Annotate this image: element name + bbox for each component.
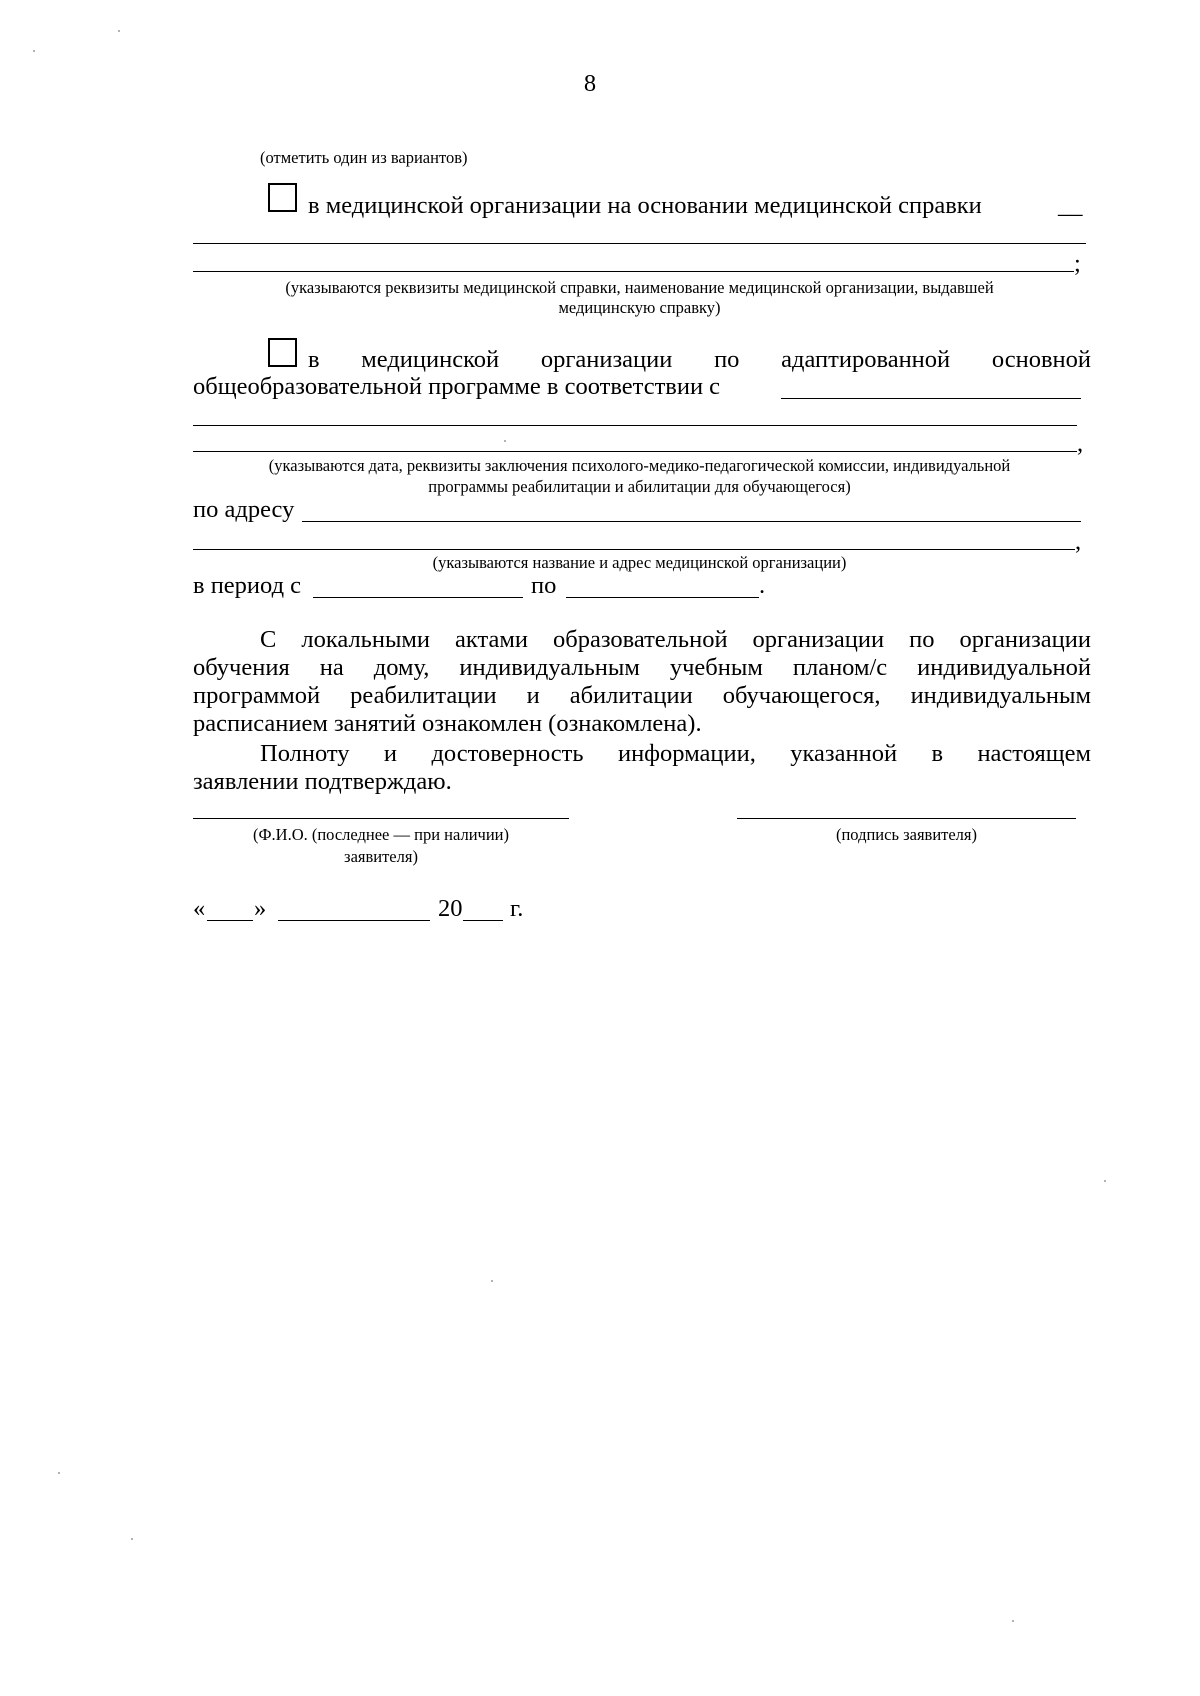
option2-note-line2: программы реабилитации и абилитации для обучающегося)	[428, 477, 851, 496]
scan-speck	[1104, 1180, 1106, 1182]
paragraph1-line: С локальными актами образовательной организации по организации	[260, 626, 1091, 653]
option2-fill-line-0[interactable]	[781, 398, 1081, 399]
signature-field[interactable]	[737, 818, 1076, 819]
option1-fill-line-1[interactable]	[193, 243, 1086, 244]
page-number: 8	[583, 70, 597, 97]
option2-word: медицинской	[361, 346, 500, 373]
address-fill-line-2[interactable]	[193, 549, 1075, 550]
option1-note-line1: (указываются реквизиты медицинской справки, наименование медицинской организации, выдавшей	[285, 278, 994, 297]
date-close-quote: »	[254, 895, 267, 922]
option2-word: основной	[991, 346, 1091, 373]
paragraph1-last-line: расписанием занятий ознакомлен (ознакомлена).	[193, 710, 702, 737]
address-fill-line-1[interactable]	[302, 521, 1081, 522]
date-day-field[interactable]	[207, 920, 253, 921]
address-label: по адресу	[193, 496, 295, 523]
scan-speck	[118, 30, 120, 32]
date-year-prefix: 20	[438, 895, 463, 922]
scan-speck	[1012, 1620, 1014, 1622]
option2-checkbox[interactable]	[268, 338, 297, 367]
signature-caption: (подпись заявителя)	[835, 825, 978, 844]
paragraph2-line2: заявлении подтверждаю.	[193, 768, 452, 795]
period-from-field[interactable]	[313, 597, 523, 598]
option1-checkbox[interactable]	[268, 183, 297, 212]
scan-speck	[131, 1538, 133, 1540]
address-note: (указываются название и адрес медицинской организации)	[432, 553, 847, 572]
option1-fill-line-2[interactable]	[193, 271, 1074, 272]
period-from-label: в период с	[193, 572, 302, 599]
paragraph1-line: программой реабилитации и абилитации обучающегося, индивидуальным	[193, 682, 1091, 709]
address-comma: ,	[1075, 528, 1082, 555]
scan-speck	[58, 1472, 60, 1474]
option2-note-line1: (указываются дата, реквизиты заключения психолого-медико-педагогической комиссии, индивидуальной	[268, 456, 1011, 475]
option2-word: в	[308, 346, 320, 373]
fio-caption-line1: (Ф.И.О. (последнее — при наличии)	[253, 825, 509, 844]
choose-note: (отметить один из вариантов)	[260, 148, 468, 167]
option1-semicolon: ;	[1074, 250, 1081, 277]
option2-fill-line-2[interactable]	[193, 451, 1077, 452]
period-to-field[interactable]	[566, 597, 759, 598]
fio-caption-line2: заявителя)	[344, 847, 418, 866]
option2-word: адаптированной	[781, 346, 951, 373]
scan-speck	[491, 1280, 493, 1282]
date-open-quote: «	[193, 895, 206, 922]
option2-word: по	[714, 346, 740, 373]
period-end: .	[759, 572, 766, 599]
option2-comma: ,	[1077, 430, 1084, 457]
date-year-suffix: г.	[510, 895, 524, 922]
option1-label: в медицинской организации на основании медицинской справки	[308, 192, 982, 219]
scan-speck	[33, 50, 35, 52]
option1-trail: __	[1058, 192, 1083, 219]
date-month-field[interactable]	[278, 920, 430, 921]
date-year-field[interactable]	[463, 920, 503, 921]
scan-speck	[504, 440, 506, 442]
paragraph2-line1: Полноту и достоверность информации, указанной в настоящем	[260, 740, 1091, 767]
option2-line2: общеобразовательной программе в соответствии с	[193, 373, 721, 400]
paragraph1-line: обучения на дому, индивидуальным учебным планом/с индивидуальной	[193, 654, 1091, 681]
option2-fill-line-1[interactable]	[193, 425, 1077, 426]
option2-line1	[308, 346, 1091, 374]
option1-note-line2: медицинскую справку)	[558, 298, 721, 317]
option2-word: организации	[540, 346, 673, 373]
fio-field[interactable]	[193, 818, 569, 819]
period-to-label: по	[531, 572, 557, 599]
